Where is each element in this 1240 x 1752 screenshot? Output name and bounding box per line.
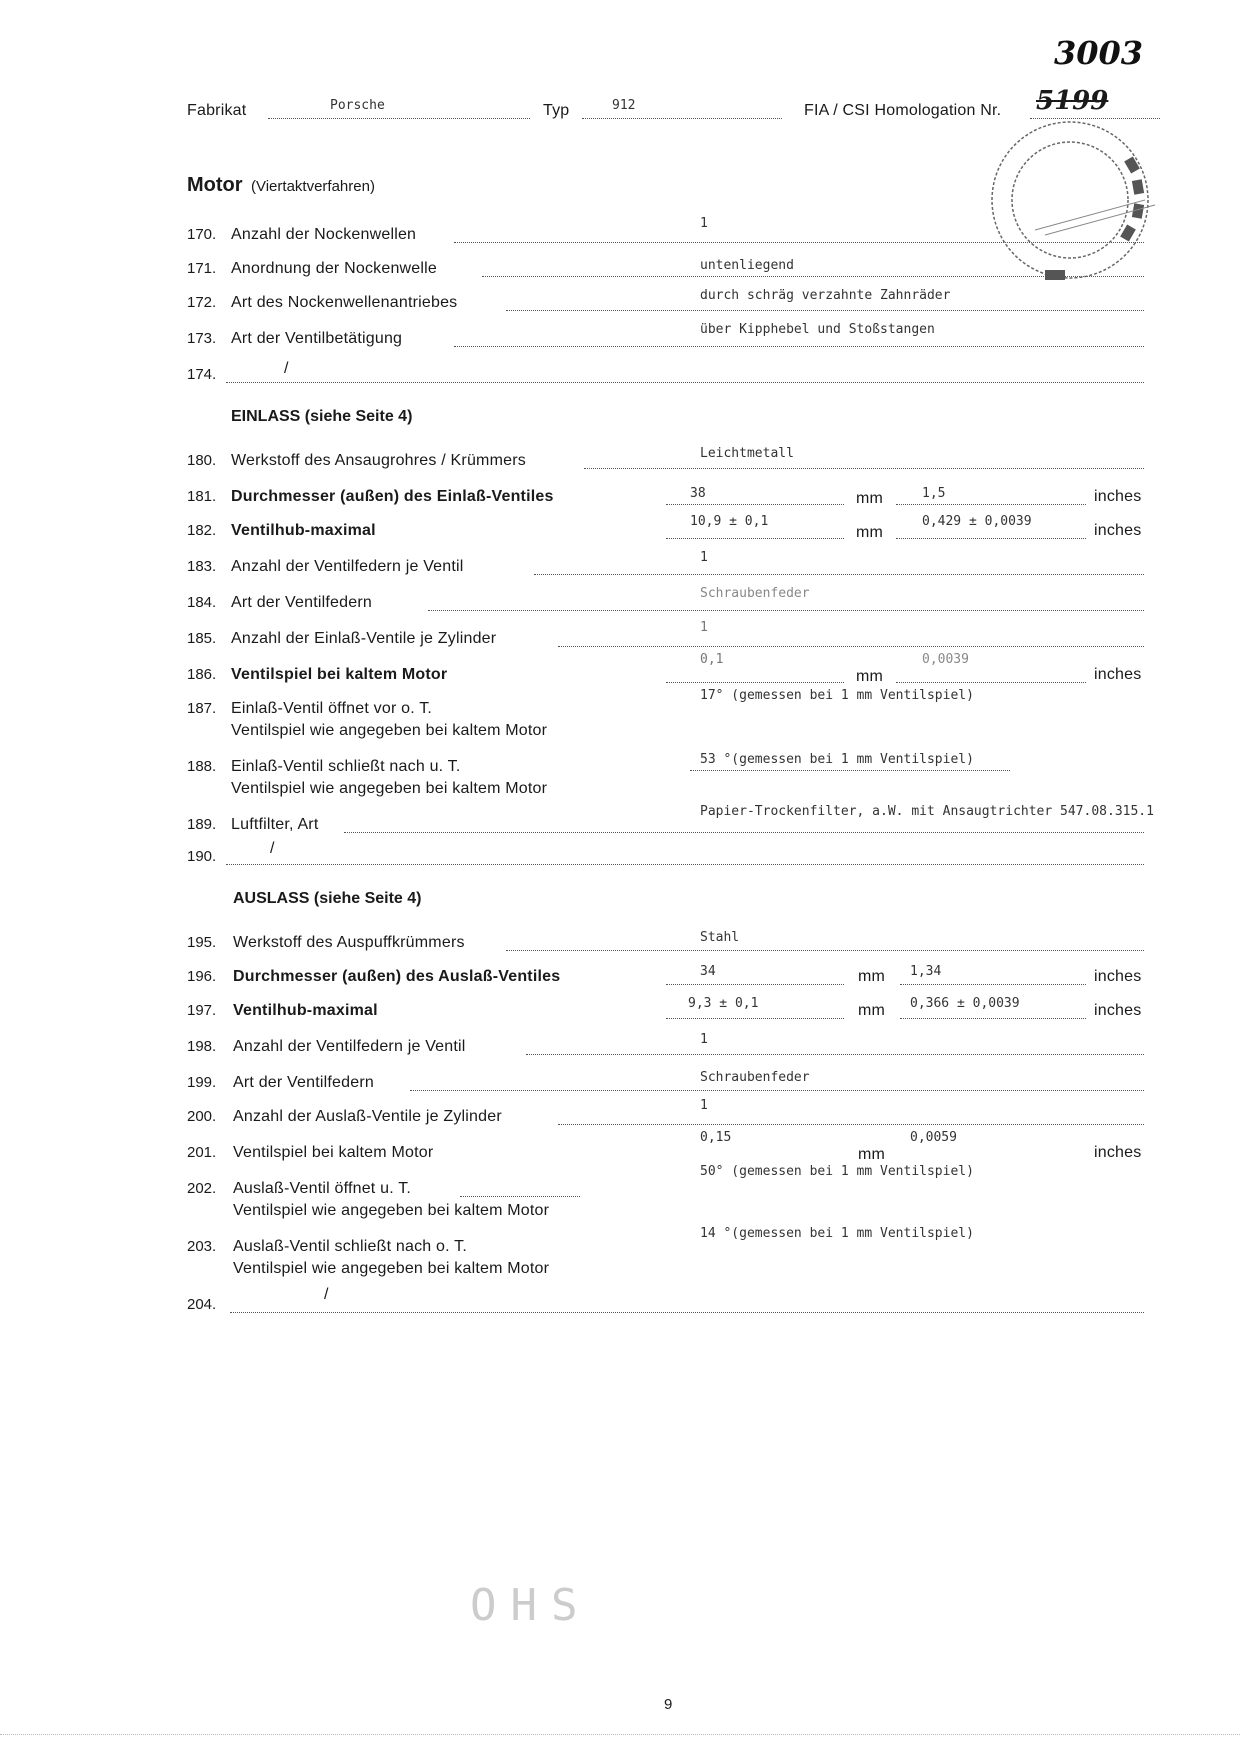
inch-unit: inches: [1094, 968, 1142, 985]
row-number: 190.: [187, 848, 217, 865]
row-number: 187.: [187, 700, 217, 717]
row-number: 189.: [187, 816, 217, 833]
field-value: 50° (gemessen bei 1 mm Ventilspiel): [700, 1164, 974, 1179]
field-label: Anzahl der Einlaß-Ventile je Zylinder: [231, 630, 497, 647]
page-number: 9: [664, 1696, 673, 1713]
einlass-heading: EINLASS (siehe Seite 4): [231, 408, 413, 425]
inch-unit: inches: [1094, 522, 1142, 539]
field-label: Anzahl der Nockenwellen: [231, 226, 417, 243]
dotted-line: [900, 1018, 1086, 1019]
field-label: Auslaß-Ventil öffnet u. T.: [233, 1180, 412, 1197]
fabrikat-label: Fabrikat: [187, 102, 247, 119]
homologation-dotted-line: [1030, 118, 1160, 119]
mm-value: 0,1: [700, 652, 724, 667]
dotted-line: [666, 538, 844, 539]
inch-unit: inches: [1094, 1002, 1142, 1019]
dotted-line: [666, 984, 844, 985]
dotted-line: [454, 346, 1144, 347]
dotted-line: [428, 610, 1144, 611]
dotted-line: [666, 682, 844, 683]
field-value: 1: [700, 1098, 708, 1113]
field-value: Leichtmetall: [700, 446, 794, 461]
row-number: 202.: [187, 1180, 217, 1197]
section-subtitle: (Viertaktverfahren): [251, 178, 375, 195]
field-value: durch schräg verzahnte Zahnräder: [700, 288, 951, 303]
mm-unit: mm: [858, 1002, 886, 1019]
field-value: Schraubenfeder: [700, 586, 810, 601]
row-number: 203.: [187, 1238, 217, 1255]
dotted-line: [226, 382, 1144, 383]
dotted-line: [666, 1018, 844, 1019]
dotted-line: [526, 1054, 1144, 1055]
field-label: Art der Ventilbetätigung: [231, 330, 403, 347]
field-label: Durchmesser (außen) des Einlaß-Ventiles: [231, 488, 554, 505]
row-number: 173.: [187, 330, 217, 347]
row-number: 171.: [187, 260, 217, 277]
field-label: Werkstoff des Auspuffkrümmers: [233, 934, 465, 951]
field-label: Art der Ventilfedern: [231, 594, 372, 611]
dotted-line: [460, 1196, 580, 1197]
mm-unit: mm: [856, 668, 884, 685]
section-title-row: [187, 174, 375, 197]
dotted-line: [226, 864, 1144, 865]
field-label: Luftfilter, Art: [231, 816, 319, 833]
inch-value: 1,34: [910, 964, 942, 979]
dotted-line: [896, 504, 1086, 505]
field-value: 53 °(gemessen bei 1 mm Ventilspiel): [700, 752, 974, 767]
bottom-dotted-border: [0, 1734, 1240, 1735]
row-number: 181.: [187, 488, 217, 505]
mm-value: 34: [700, 964, 716, 979]
auslass-heading: AUSLASS (siehe Seite 4): [233, 890, 422, 907]
dotted-line: [410, 1090, 1144, 1091]
field-value: untenliegend: [700, 258, 794, 273]
section-title: Motor: [187, 174, 243, 196]
dotted-line: [230, 1312, 1144, 1313]
row-number: 196.: [187, 968, 217, 985]
typ-value: 912: [612, 98, 636, 113]
row-number: 182.: [187, 522, 217, 539]
row-number: 170.: [187, 226, 217, 243]
mm-unit: mm: [858, 1146, 886, 1163]
field-label: Auslaß-Ventil schließt nach o. T.: [233, 1238, 467, 1255]
row-number: 186.: [187, 666, 217, 683]
row-number: 188.: [187, 758, 217, 775]
inch-value: 1,5: [922, 486, 946, 501]
mm-unit: mm: [856, 490, 884, 507]
field-label-secondary: Ventilspiel wie angegeben bei kaltem Motor: [233, 1202, 550, 1219]
inch-value: 0,366 ± 0,0039: [910, 996, 1020, 1011]
field-value: 17° (gemessen bei 1 mm Ventilspiel): [700, 688, 974, 703]
field-label-secondary: Ventilspiel wie angegeben bei kaltem Motor: [231, 722, 548, 739]
field-value: 1: [700, 550, 708, 565]
field-label: Anordnung der Nockenwelle: [231, 260, 438, 277]
homologation-old-number: 5199: [1036, 86, 1109, 116]
inch-value: 0,429 ± 0,0039: [922, 514, 1032, 529]
mm-value: 9,3 ± 0,1: [688, 996, 759, 1011]
dotted-line: [344, 832, 1144, 833]
inch-unit: inches: [1094, 488, 1142, 505]
field-label: Art der Ventilfedern: [233, 1074, 374, 1091]
field-label: Einlaß-Ventil öffnet vor o. T.: [231, 700, 433, 717]
row-number: 198.: [187, 1038, 217, 1055]
inch-unit: inches: [1094, 1144, 1142, 1161]
field-label: Einlaß-Ventil schließt nach u. T.: [231, 758, 461, 775]
row-number: 200.: [187, 1108, 217, 1125]
field-value: 1: [700, 620, 708, 635]
fabrikat-value: Porsche: [330, 98, 385, 113]
dotted-line: [506, 950, 1144, 951]
row-number: 172.: [187, 294, 217, 311]
handwritten-number: 3003: [1054, 34, 1144, 72]
field-label: Anzahl der Ventilfedern je Ventil: [233, 1038, 466, 1055]
mm-unit: mm: [858, 968, 886, 985]
typ-dotted-line: [582, 118, 782, 119]
mm-value: 10,9 ± 0,1: [690, 514, 769, 529]
field-label: Anzahl der Auslaß-Ventile je Zylinder: [233, 1108, 502, 1125]
dotted-line: [896, 538, 1086, 539]
field-label-secondary: Ventilspiel wie angegeben bei kaltem Motor: [231, 780, 548, 797]
dotted-line: [666, 504, 844, 505]
dotted-line: [584, 468, 1144, 469]
field-value: Stahl: [700, 930, 740, 945]
field-value: /: [270, 840, 275, 857]
field-label-secondary: Ventilspiel wie angegeben bei kaltem Motor: [233, 1260, 550, 1277]
row-number: 183.: [187, 558, 217, 575]
homologation-stamp: [975, 120, 1175, 310]
inch-value: 0,0059: [910, 1130, 957, 1145]
field-label: Ventilhub-maximal: [233, 1002, 378, 1019]
faint-watermark: OHS: [470, 1580, 592, 1631]
field-label: Anzahl der Ventilfedern je Ventil: [231, 558, 464, 575]
field-value: 1: [700, 216, 708, 231]
dotted-line: [690, 770, 1010, 771]
field-value: Schraubenfeder: [700, 1070, 810, 1085]
row-number: 195.: [187, 934, 217, 951]
field-label: Werkstoff des Ansaugrohres / Krümmers: [231, 452, 526, 469]
inch-value: 0,0039: [922, 652, 969, 667]
dotted-line: [900, 984, 1086, 985]
dotted-line: [558, 646, 1144, 647]
field-label: Ventilspiel bei kaltem Motor: [231, 666, 448, 683]
field-value: 1: [700, 1032, 708, 1047]
field-label: Art des Nockenwellenantriebes: [231, 294, 458, 311]
dotted-line: [896, 682, 1086, 683]
field-value: /: [284, 360, 289, 377]
field-label: Ventilhub-maximal: [231, 522, 376, 539]
homologation-label: FIA / CSI Homologation Nr.: [804, 102, 1002, 119]
row-number: 204.: [187, 1296, 217, 1313]
fabrikat-dotted-line: [268, 118, 530, 119]
dotted-line: [534, 574, 1144, 575]
row-number: 185.: [187, 630, 217, 647]
dotted-line: [482, 276, 1144, 277]
typ-label: Typ: [543, 102, 570, 119]
mm-value: 38: [690, 486, 706, 501]
field-value: /: [324, 1286, 329, 1303]
row-number: 174.: [187, 366, 217, 383]
mm-unit: mm: [856, 524, 884, 541]
field-label: Ventilspiel bei kaltem Motor: [233, 1144, 434, 1161]
field-value: über Kipphebel und Stoßstangen: [700, 322, 935, 337]
field-value: 14 °(gemessen bei 1 mm Ventilspiel): [700, 1226, 974, 1241]
row-number: 180.: [187, 452, 217, 469]
field-value: Papier-Trockenfilter, a.W. mit Ansaugtrichter 547.08.315.1: [700, 804, 1154, 819]
mm-value: 0,15: [700, 1130, 732, 1145]
row-number: 197.: [187, 1002, 217, 1019]
row-number: 199.: [187, 1074, 217, 1091]
row-number: 184.: [187, 594, 217, 611]
dotted-line: [506, 310, 1144, 311]
field-label: Durchmesser (außen) des Auslaß-Ventiles: [233, 968, 561, 985]
inch-unit: inches: [1094, 666, 1142, 683]
dotted-line: [558, 1124, 1144, 1125]
row-number: 201.: [187, 1144, 217, 1161]
dotted-line: [454, 242, 1144, 243]
